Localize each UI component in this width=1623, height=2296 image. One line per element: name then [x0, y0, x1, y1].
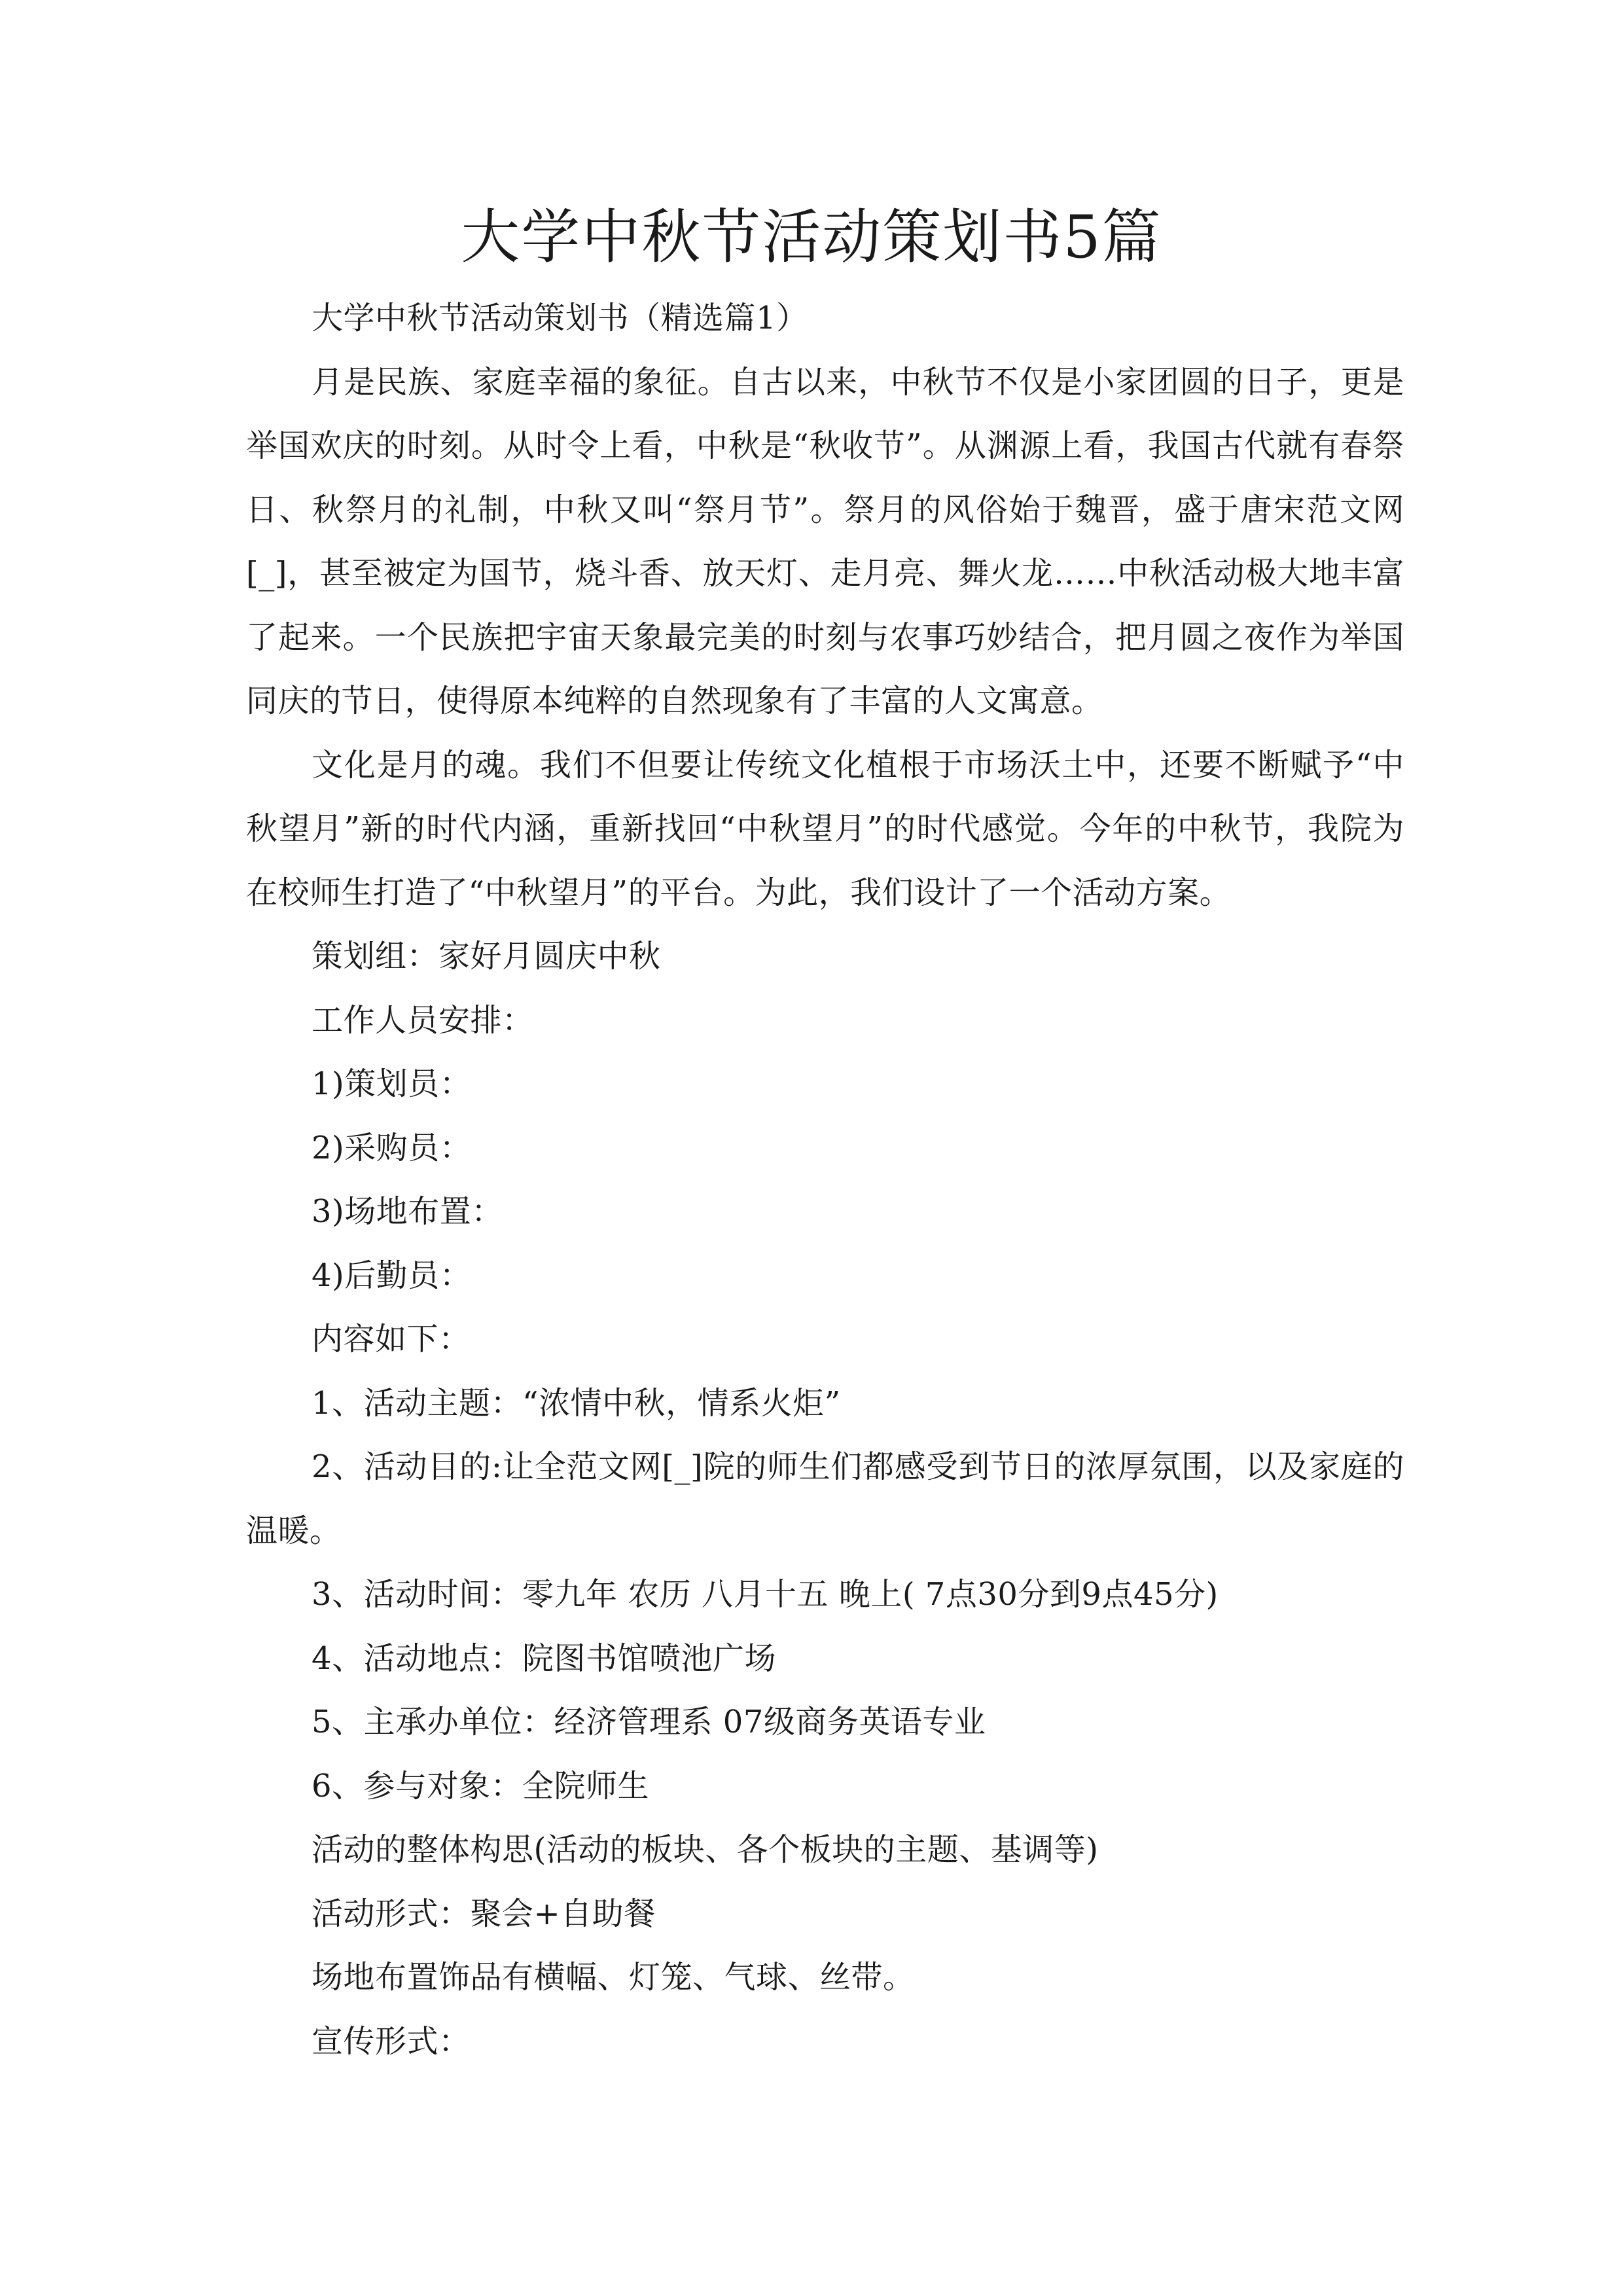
list-item: 1、活动主题：“浓情中秋，情系火炬” — [312, 1384, 841, 1422]
document-title: 大学中秋节活动策划书5篇 — [461, 203, 1162, 272]
list-item: 6、参与对象：全院师生 — [312, 1767, 650, 1804]
list-item: 3、活动时间：零九年 农历 八月十五 晚上( 7点30分到9点45分) — [312, 1576, 1219, 1613]
document-body — [246, 287, 1404, 2073]
paragraph: 宣传形式： — [312, 2022, 471, 2060]
planning-group-line: 策划组：家好月圆庆中秋 — [312, 938, 661, 975]
staff-item: 3)场地布置： — [312, 1193, 503, 1230]
paragraph: 活动形式：聚会+自助餐 — [312, 1895, 656, 1932]
paragraph: 文化是月的魂。我们不但要让传统文化植根于市场沃土中，还要不断赋予“中秋望月”新的时代内涵，重新找回“中秋望月”的时代感觉。今年的中秋节，我院为在校师生打造了“中秋望月”的平台。为此，我们设计了一个活动方案。 — [246, 746, 1404, 911]
list-item: 4、活动地点：院图书馆喷池广场 — [312, 1640, 777, 1677]
staff-heading: 工作人员安排： — [312, 1001, 534, 1039]
staff-item: 2)采购员： — [312, 1129, 472, 1166]
list-item: 2、活动目的:让全范文网[_]院的师生们都感受到节日的浓厚氛围，以及家庭的温暖。 — [246, 1448, 1404, 1549]
staff-item: 1)策划员： — [312, 1066, 472, 1102]
paragraph: 活动的整体构思(活动的板块、各个板块的主题、基调等) — [312, 1831, 1099, 1868]
staff-item: 4)后勤员： — [312, 1257, 472, 1294]
paragraph: 场地布置饰品有横幅、灯笼、气球、丝带。 — [312, 1959, 915, 1996]
section-heading: 大学中秋节活动策划书（精选篇1） — [312, 300, 808, 336]
list-item: 5、主承办单位：经济管理系 07级商务英语专业 — [312, 1704, 986, 1740]
content-heading: 内容如下： — [312, 1321, 471, 1357]
paragraph: 月是民族、家庭幸福的象征。自古以来，中秋节不仅是小家团圆的日子，更是举国欢庆的时刻。从时令上看，中秋是“秋收节”。从渊源上看，我国古代就有春祭日、秋祭月的礼制，中秋又叫“祭月节”。祭月的风俗始于魏晋，盛于唐宋范文网[_]，甚至被定为国节，烧斗香、放天灯、走月亮、舞火龙……中秋活动极大地丰富了起来。一个民族把宇宙天象最完美的时刻与农事巧妙结合，把月圆之夜作为举国同庆的节日，使得原本纯粹的自然现象有了丰富的人文寓意。 — [246, 363, 1404, 719]
